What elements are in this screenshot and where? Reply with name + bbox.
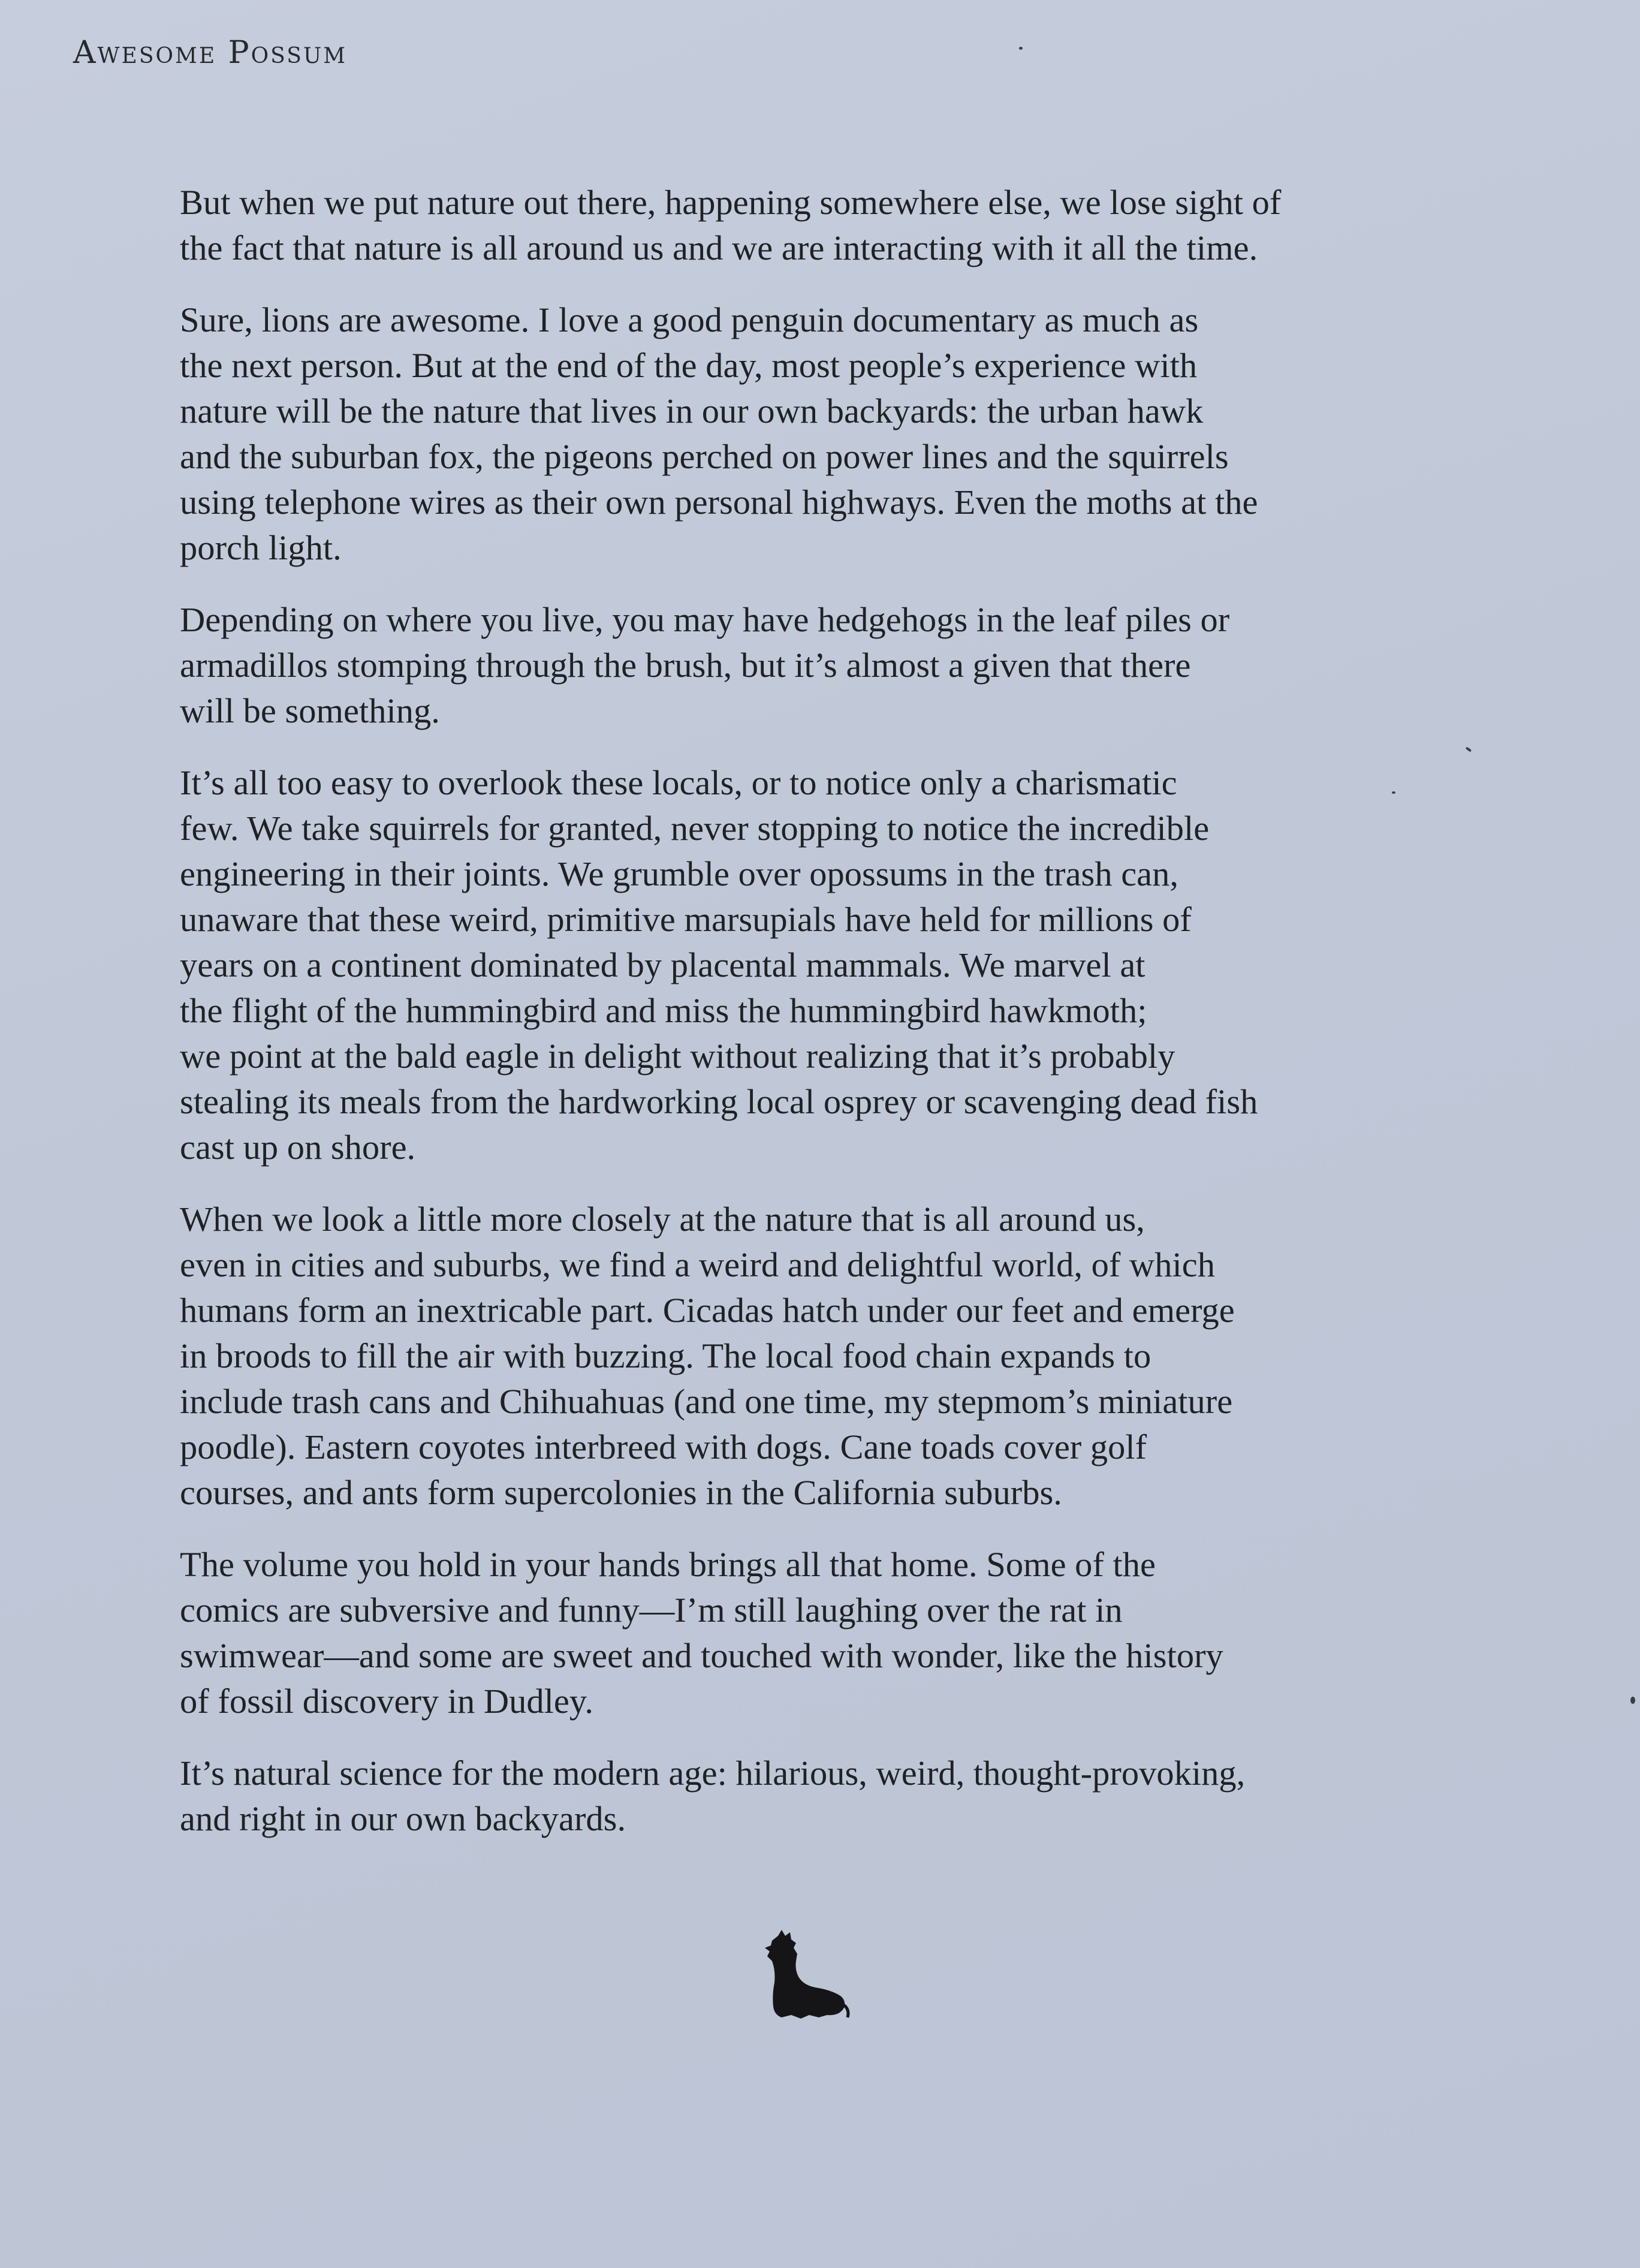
paragraph: Depending on where you live, you may have hedgehogs in the leaf piles or armadillos stomping through the brush, but it’s almost a given that there will be something. <box>180 600 1230 730</box>
paper-speck <box>1466 746 1472 752</box>
paper-speck <box>1392 791 1395 794</box>
paragraph: But when we put nature out there, happening somewhere else, we lose sight of the fact that nature is all around us and we are interacting with it all the time. <box>180 183 1282 267</box>
paragraph: When we look a little more closely at the nature that is all around us, even in cities and suburbs, we find a weird and delightful world, of which humans form an inextricable part. Cicadas hatch under our feet and emerge in broods to fill the air with buzzing. The local food chain expands to include trash cans and Chihuahuas (and one time, my stepmom’s miniature poodle). Eastern coyotes interbreed with dogs. Cane toads cover golf courses, and ants form supercolonies in the California suburbs. <box>180 1200 1235 1512</box>
paragraph: It’s all too easy to overlook these locals, or to notice only a charismatic few. We take squirrels for granted, never stopping to notice the incredible engineering in their joints. We grumble over opossums in the trash can, unaware that these weird, primitive marsupials have held for millions of years on a continent dominated by placental mammals. We marvel at the flight of the hummingbird and miss the hummingbird hawkmoth; we point at the bald eagle in delight without realizing that it’s probably stealing its meals from the hardworking local osprey or scavenging dead fish cast up on shore. <box>180 763 1258 1167</box>
opossum-silhouette-icon <box>743 1927 851 2023</box>
paragraph: It’s natural science for the modern age: hilarious, weird, thought-provoking, and right in our own backyards. <box>180 1754 1246 1838</box>
body-text <box>180 180 1451 1868</box>
paper-speck <box>1019 47 1023 50</box>
running-header: Awesome Possum <box>73 35 348 71</box>
paper-speck <box>1630 1697 1635 1704</box>
opossum-body <box>765 1930 845 2019</box>
opossum-tail <box>843 2004 848 2017</box>
paragraph: The volume you hold in your hands brings all that home. Some of the comics are subversive and funny—I’m still laughing over the rat in swimwear—and some are sweet and touched with wonder, like the history of fossil discovery in Dudley. <box>180 1545 1223 1721</box>
paragraph: Sure, lions are awesome. I love a good penguin documentary as much as the next person. But at the end of the day, most people’s experience with nature will be the nature that lives in our own backyards: the urban hawk and the suburban fox, the pigeons perched on power lines and the squirrels using telephone wires as their own personal highways. Even the moths at the porch light. <box>180 300 1258 567</box>
